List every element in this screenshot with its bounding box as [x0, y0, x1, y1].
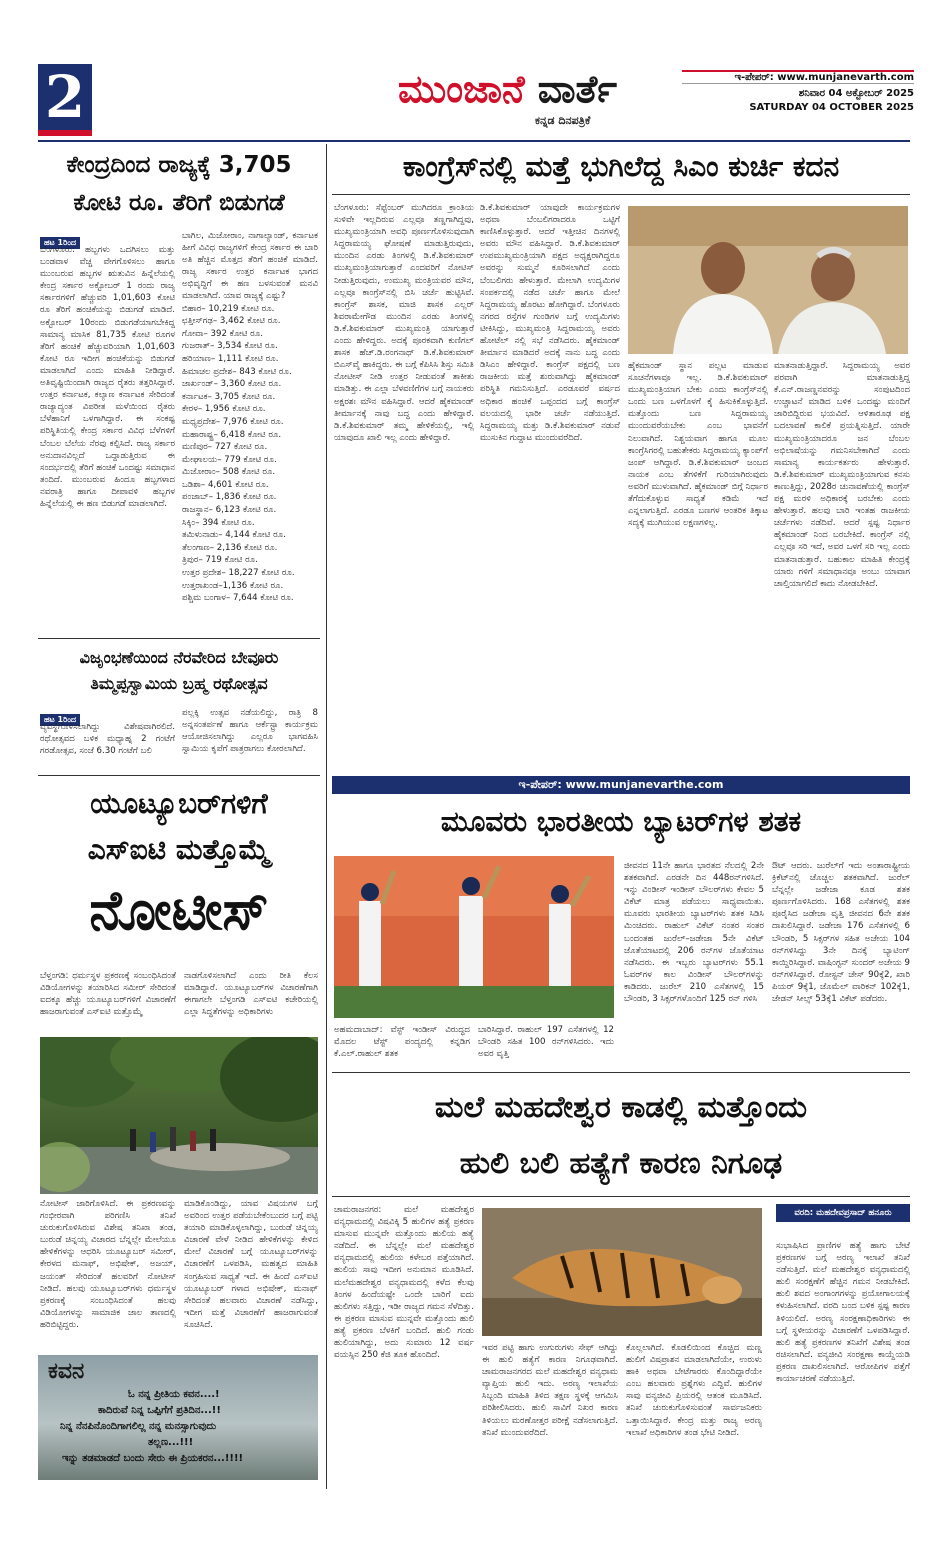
allocation-item: ಉತ್ತರಾಖಂಡ–1,136 ಕೋಟಿ ರೂ.	[182, 580, 284, 591]
poem-title: ಕವನ	[48, 1359, 85, 1384]
story5-headline: ಮೂವರು ಭಾರತೀಯ ಬ್ಯಾಟರ್‌ಗಳ ಶತಕ	[440, 805, 802, 838]
allocation-item: ಕರ್ನಾಟಕ– 3,705 ಕೋಟಿ ರೂ.	[182, 391, 276, 402]
forest-scene-image	[40, 1037, 318, 1194]
story6-col2: ಇವರ ಪಟ್ಟಿ ಹಾಗು ಉಗುರುಗಳು ಸೇಫ್ ಆಗಿದ್ದು ಈ ಹುಲಿ ಹತ್ಯೆಗೆ ಕಾರಣ ನಿಗೂಢವಾಗಿದೆ. ಚಾಮರಾಜನಗರದ ಮಲೆ ಮಹದೇಶ್ವರ ವನ್ಯಧಾಮ ವ್ಯಾಪ್ತಿಯ ಹುಲಿ ಇದು. ಅರಣ್ಯ ಇಲಾಖೆಯ ಸಿಬ್ಬಂದಿ ಮಾಹಿತಿ ತಿಳಿದ ತಕ್ಷಣ ಸ್ಥಳಕ್ಕೆ ಆಗಮಿಸಿ ಪರಿಶೀಲಿಸಿದರು. ಹುಲಿ ಸಾವಿಗೆ ನಿಖರ ಕಾರಣ ತಿಳಿಯಲು ಮರಣೋತ್ತರ ಪರೀಕ್ಷೆ ನಡೆಸಲಾಗುತ್ತಿದೆ. ತನಿಖೆ ಮುಂದುವರೆದಿದೆ.	[482, 1343, 618, 1438]
story1-headline-line1: ಕೇಂದ್ರದಿಂದ ರಾಜ್ಯಕ್ಕೆ 3,705	[66, 152, 292, 178]
allocation-item: ಸಿಕ್ಕಿಂ– 394 ಕೋಟಿ ರೂ.	[182, 517, 255, 528]
story5-photo	[334, 856, 614, 1018]
poem-box	[38, 1355, 318, 1480]
story3-headline-line2: ಎಸ್‌ಐಟಿ ಮತ್ತೊಮ್ಮೆ	[87, 833, 271, 866]
masthead-divider	[38, 140, 910, 142]
story1-headline-line2: ಕೋಟಿ ರೂ. ತೆರಿಗೆ ಬಿಡುಗಡೆ	[73, 190, 285, 216]
story6-col1: ಚಾಮರಾಜನಗರ: ಮಲೆ ಮಹದೇಶ್ವರ ವನ್ಯಧಾಮದಲ್ಲಿ ವಿಷವಿಕ್ಕಿ 5 ಹುಲಿಗಳ ಹತ್ಯೆ ಪ್ರಕರಣ ಮಾಸುವ ಮುನ್ನವೇ ಮತ್ತೊಂದು ಹುಲಿಯ ಹತ್ಯೆ ನಡೆದಿದೆ. ಈ ಬೆನ್ನಲ್ಲೇ ಮಲೆ ಮಹದೇಶ್ವರ ವನ್ಯಧಾಮದಲ್ಲಿ ಹುಲಿಯ ಕಳೇಬರ ಪತ್ತೆಯಾಗಿದೆ. ಹುಲಿಯ ಸಾವು ಇದೀಗ ಅನುಮಾನ ಮೂಡಿಸಿದೆ. ಮಲೆಮಹದೇಶ್ವರ ವನ್ಯಧಾಮದಲ್ಲಿ ಕಳೆದ ಕೆಲವು ತಿಂಗಳ ಹಿಂದೆಯಷ್ಟೇ ಒಂದೇ ಬಾರಿಗೆ ಐದು ಹುಲಿಗಳು ಸತ್ತಿದ್ದು, ಇಡೀ ರಾಜ್ಯದ ಗಮನ ಸೆಳೆದಿತ್ತು. ಈ ಪ್ರಕರಣ ಮಾಸುವ ಮುನ್ನವೇ ಮತ್ತೊಂದು ಹುಲಿ ಹತ್ಯೆ ಪ್ರಕರಣ ಬೆಳಕಿಗೆ ಬಂದಿದೆ. ಹುಲಿ ಗಂಡು ಹುಲಿಯಾಗಿದ್ದು, ಅದು ಸುಮಾರು 12 ವರ್ಷ ವಯಸ್ಸಿನ 250 ಕೆಜಿ ತೂಕ ಹೊಂದಿದೆ.	[334, 1205, 474, 1361]
story6-byline	[776, 1204, 910, 1222]
allocation-item: ಮೇಘಾಲಯ– 779 ಕೋಟಿ ರೂ.	[182, 454, 277, 465]
story6-byline-label: ವರದಿ: ಮಹದೇವಪ್ರಸಾದ್ ಹನೂರು	[794, 1208, 892, 1218]
allocation-item: ಒಡಿಶಾ– 4,601 ಕೋಟಿ ರೂ.	[182, 479, 269, 490]
masthead-epaper: ಇ-ಪೇಪರ್: www.munjanevarth.com	[734, 72, 914, 83]
allocation-item: ಬಿಹಾರ– 10,219 ಕೋಟಿ ರೂ.	[182, 303, 275, 314]
story1-col1: ಬೆಂಗಳೂರು: ಹಬ್ಬಗಳು ಒದಗಿಸಲು ಮತ್ತು ಬಂಡವಾಳ ವೆಚ್ಚ ವೇಗಗೊಳಿಸಲು ಹಾಗೂ ಮುಂಬರುವ ಹಬ್ಬಗಳ ಋತುವಿನ ಹಿನ್ನೆಲೆಯಲ್ಲಿ ಕೇಂದ್ರ ಸರ್ಕಾರ ಅಕ್ಟೋಬರ್ 1 ರಂದು ರಾಜ್ಯ ಸರ್ಕಾರಗಳಿಗೆ ಹೆಚ್ಚುವರಿ 1,01,603 ಕೋಟಿ ರೂ ತೆರಿಗೆ ಹಂಚಿಕೆಯನ್ನು ಬಿಡುಗಡೆ ಮಾಡಿದೆ. ಅಕ್ಟೋಬರ್ 10ರಂದು ಬಿಡುಗಡೆಯಾಗಬೇಕಿದ್ದ ಸಾಮಾನ್ಯ ಮಾಸಿಕ 81,735 ಕೋಟಿ ರೂಗಳ ತೆರಿಗೆ ಹಂಚಿಕೆ ಹೆಚ್ಚುವರಿಯಾಗಿ 1,01,603 ಕೋಟಿ ರೂ ಇದೀಗ ಹಂಚಿಕೆಯನ್ನು ಬಿಡುಗಡೆ ಮಾಡಲಾಗಿದೆ ಎಂದು ಮಾಹಿತಿ ನೀಡಿದ್ದಾರೆ. ಅತಿವೃಷ್ಟಿಯಿಂದಾಗಿ ರಾಜ್ಯದ ರೈತರು ತತ್ತರಿಸಿದ್ದಾರೆ. ಉತ್ತರ ಕರ್ನಾಟಕ, ಕಲ್ಯಾಣ ಕರ್ನಾಟಕ ಸೇರಿದಂತೆ ರಾಜ್ಯಾದ್ಯಂತ ವಿಪರೀತ ಮಳೆಯಿಂದ ರೈತರು ಬೆಳೆಹಾನಿಗೆ ಒಳಗಾಗಿದ್ದಾರೆ. ಈ ಸಂಕಷ್ಟ ಪರಿಸ್ಥಿತಿಯಲ್ಲಿ ಕೇಂದ್ರ ಸರ್ಕಾರ ವಿವಿಧ ಬೆಳೆಗಳಿಗೆ ಬೆಂಬಲ ಬೆಲೆಯ ನೆರವು ಕಲ್ಪಿಸಿದೆ. ರಾಜ್ಯ ಸರ್ಕಾರ ಅನುದಾನವಿಲ್ಲದೆ ಒದ್ದಾಡುತ್ತಿರುವ ಈ ಸಂದರ್ಭದಲ್ಲಿ ತೆರಿಗೆ ಹಂಚಿಕೆ ಒಂದಷ್ಟು ಸಮಾಧಾನ ತಂದಿದೆ. ಮುಂಬರುವ ಹಿಂದೂ ಹಬ್ಬಗಳಾದ ನವರಾತ್ರಿ ಹಾಗೂ ದೀಪಾವಳಿ ಹಬ್ಬಗಳ ಹಿನ್ನೆಲೆಯಲ್ಲಿ ಈ ಹಣ ಬಿಡುಗಡೆ ಮಾಡಲಾಗಿದೆ.	[40, 245, 175, 509]
page-number: 2	[44, 63, 86, 131]
epaper-bar: ಇ-ಪೇಪರ್: www.munjanevarthe.com	[332, 776, 910, 794]
story3-photo	[40, 1037, 318, 1194]
allocation-item: ಛತ್ತೀಸ್‌ಗಢ– 3,462 ಕೋಟಿ ರೂ.	[182, 316, 281, 327]
masthead-date-kannada: ಶನಿವಾರ 04 ಅಕ್ಟೋಬರ್ 2025	[798, 88, 914, 99]
divider	[38, 638, 320, 639]
story6-headline-line1: ಮಲೆ ಮಹದೇಶ್ವರ ಕಾಡಲ್ಲಿ ಮತ್ತೊಂದು	[434, 1090, 808, 1125]
politicians-image	[628, 206, 908, 354]
allocation-item: ತ್ರಿಪುರ– 719 ಕೋಟಿ ರೂ.	[182, 555, 258, 566]
story3-col2-top: ನಾಡಗೊಳಿಸಲಾಗಿದೆ ಎಂದು ರೀತಿ ಕೆಲಸ ಮಾಡಿದ್ದಾರೆ. ಯೂಟ್ಯೂಬರ್‌ಗಳ ವಿಚಾರಣೆಗಾಗಿ ಈಗಾಗಲೇ ಬೆಳ್ತಂಗಡಿ ಎಸ್‌ಐಟಿ ಕಚೇರಿಯಲ್ಲಿ ಎಲ್ಲಾ ಸಿದ್ಧತೆಗಳನ್ನು ಅಧಿಕಾರಿಗಳು	[184, 971, 318, 1018]
story2-col1: ವ್ಯವಸ್ಥೆಗೊಳಿಸಲಾಗಿದ್ದು ವಿಶೇಷವಾಗಿರಲಿದೆ. ರಥೋತ್ಸವದ ಬಳಿಕ ಮಧ್ಯಾಹ್ನ 2 ಗಂಟೆಗೆ ಗರಡೋತ್ಸವ, ಸಂಜೆ 6.30 ಗಂಟೆಗೆ ಬಲಿ	[40, 722, 175, 757]
story4-col3-under: ಹೈಕಮಾಂಡ್ ಸ್ಥಾನ ಪಲ್ಲಟ ಮಾಡುವ ಸೂಚನೆಗಳಾವೂ ಇಲ್ಲ. ಡಿ.ಕೆ.ಶಿವಕುಮಾರ್ ಮುಖ್ಯಮಂತ್ರಿಯಾಗ ಬೇಕು ಎಂದು ಕಾಂಗ್ರೆಸ್‌ನಲ್ಲಿ ಒಂದು ಬಣ ಒಳಗೊಳಗೆ ಕೈ ಹಿಸುಕಿಕೊಳ್ಳುತ್ತಿದೆ. ಮತ್ತೊಂದು ಬಣ ಸಿದ್ದರಾಮಯ್ಯ ಮುಂದುವರೆಯಬೇಕು ಎಂಬ ಭಾವನೆಗೆ ನಿಲುವಾಗಿದೆ. ನಿಶ್ಚಯವಾಗ ಹಾಗೂ ಮೂಲ ಕಾಂಗ್ರೆಸಿಗರಲ್ಲಿ ಬಹುತೇಕರು ಸಿದ್ದರಾಮಯ್ಯ ಕ್ಯಾಂಪ್‌ಗೆ ಜಂಪ್ ಆಗಿದ್ದಾರೆ. ಡಿ.ಕೆ.ಶಿವಕುಮಾರ್ ಜಂಬದ ನಾಯಕ ಎಂಬ ತೆಗಳಿಕೆಗೆ ಗುರಿಯಾಗಿರುವುದು ಅವರಿಗೆ ಮುಳುವಾಗಿದೆ. ಹೈಕಮಾಂಡ್ ಬಿಗ್ಗೆ ನಿರ್ಧಾರ ತೆಗೆದುಕೊಳ್ಳುವ ಸಾಧ್ಯತೆ ಕಡಿಮೆ ಇದೆ ಎನ್ನಲಾಗುತ್ತಿದೆ. ಎರಡೂ ಬಣಗಳ ಆಂತರಿಕ ತಿಕ್ಕಾಟ ಸದ್ಯಕ್ಕೆ ಮುಗಿಯುವ ಲಕ್ಷಣಗಳಿಲ್ಲ.	[628, 361, 768, 529]
story3-headline	[40, 781, 318, 949]
poem-line3: ನಿನ್ನ ನೆನಪಿನೊಂದಿಗಾಗಲಿಲ್ಲ ನನ್ನ ಮನಸ್ಸಾಗುವುದು	[60, 1421, 217, 1432]
story2-headline-line1: ವಿಜೃಂಭಣೆಯಿಂದ ನೆರವೇರಿದ ಬೇವೂರು	[79, 648, 279, 667]
story1-headline	[40, 146, 318, 222]
poem-line5: ಇನ್ನು ತಡಮಾಡದೆ ಬಂದು ಸೇರು ಈ ಪ್ರಿಯಕರನ...!!!!	[62, 1453, 244, 1464]
logo-part1: ಮುಂಜಾನೆ	[398, 67, 525, 111]
story6-photo	[482, 1208, 762, 1336]
allocation-item: ಗೋವಾ– 392 ಕೋಟಿ ರೂ.	[182, 328, 263, 339]
allocation-item: ಜಾರ್ಖಂಡ್– 3,360 ಕೋಟಿ ರೂ.	[182, 379, 282, 390]
story4-col4: ಮಾತನಾಡುತ್ತಿದ್ದಾರೆ. ಸಿದ್ದರಾಮಯ್ಯ ಅವರ ಪರವಾಗಿ ಮಾತನಾಡುತ್ತಿದ್ದ ಕೆ.ಎನ್.ರಾಜಣ್ಣನವರನ್ನು ಸಂಪುಟದಿಂದ ಉಚ್ಚಾಟನೆ ಮಾಡಿದ ಬಳಿಕ ಒಂದಷ್ಟು ಮಂದಿಗೆ ಜಾರಿಬಿದ್ದಿರುವ ಭಯವಿದೆ. ಆಳಿತಾರೂಢ ಪಕ್ಷ ಬದಲಾವಣೆ ಕಾಲಿಕೆ ಪ್ರಯತ್ನಿಸುತ್ತಿದೆ. ಯಾರೇ ಮುಖ್ಯಮಂತ್ರಿಯಾದರೂ ಜನ ಬೆಂಬಲ ಅಭಿಲಾಷೆಯನ್ನು ಗಮನಿಸಬೇಕಾಗಿದೆ ಎಂದು ಸಾಮಾನ್ಯ ಕಾರ್ಯಕರ್ತರು ಹೇಳುತ್ತಾರೆ. ಡಿ.ಕೆ.ಶಿವಕುಮಾರ್ ಮುಖ್ಯಮಂತ್ರಿಯಾಗುವ ಕನಸು ಕಾಣುತ್ತಿದ್ದು, 2028ರ ಚುನಾವಣೆಯಲ್ಲಿ ಕಾಂಗ್ರೆಸ್ ಪಕ್ಷ ಮರಳಿ ಅಧಿಕಾರಕ್ಕೆ ಬರಬೇಕು ಎಂದು ಹೇಳುತ್ತಾರೆ. ಹಲವು ಬಾರಿ ಇಂತಹ ರಾಜಕೀಯ ಚರ್ಚೆಗಳು ನಡೆದಿವೆ. ಆದರೆ ಸ್ಪಷ್ಟ ನಿರ್ಧಾರ ಹೈಕಮಾಂಡ್ ನಿಂದ ಬರಬೇಕಿದೆ. ಕಾಂಗ್ರೆಸ್ ನಲ್ಲಿ ಎಲ್ಲವೂ ಸರಿ ಇದೆ, ಅವರ ಒಳಗೆ ಸರಿ ಇಲ್ಲ ಎಂದು ಮಾತನಾಡುತ್ತಾರೆ. ಬಹುಕಾಲ ಮಾಹಿತಿ ಕೇಂದ್ರಕ್ಕೆ ಯಾರು ಗಳಿಗೆ ಸಮಾಧಾನವೂ ಅಂಬು ಯಾವಾಗ ಚಾಲ್ತಿಯಾಗಲಿದೆ ಕಾದು ನೋಡಬೇಕಿದೆ.	[774, 361, 910, 589]
allocation-item: ಹಿಮಾಚಲ ಪ್ರದೇಶ– 843 ಕೋಟಿ ರೂ.	[182, 366, 292, 377]
allocation-item: ಪಂಜಾಬ್– 1,836 ಕೋಟಿ ರೂ.	[182, 492, 277, 503]
masthead-date-english: SATURDAY 04 OCTOBER 2025	[749, 102, 914, 113]
story6-headline-line2: ಹುಲಿ ಬಲಿ ಹತ್ಯೆಗೆ ಕಾರಣ ನಿಗೂಢ	[459, 1146, 783, 1181]
story2-headline	[40, 645, 318, 697]
story5-col3: ಜೀವನದ 11ನೇ ಹಾಗೂ ಭಾರತದ ನೆಲದಲ್ಲಿ 2ನೇ ಶತಕವಾಗಿದೆ. ಎರಡನೇ ದಿನ 448ರನ್‌ಗಳಿಸಿದೆ. ಇನ್ನು ವಿಂಡೀಸ್ ಇಂಡೀಸ್ ಬೌಲರ್‌ಗಳು ಕೇವಲ 5 ವಿಕೆಟ್ ಮಾತ್ರ ಪಡೆಯಲು ಸಾಧ್ಯವಾಯಿತು. ಮೂವರು ಭಾರತೀಯ ಬ್ಯಾಟರ್‌ಗಳು ಶತಕ ಸಿಡಿಸಿ ಮಿಂಚಿದರು. ರಾಹುಲ್ ವಿಕೆಟ್ ನಂತರ ಸಂತರ ಬಂದಂತಹ ಜುರೆಲ್–ಜಡೇಜಾ 5ನೇ ವಿಕೆಟ್ ಜೊತೆಯಾಟದಲ್ಲಿ 206 ರನ್‌ಗಳ ಜೊತೆಯಾಟ ನಡೆಸಿದರು. ಈ ಇಬ್ಬರು ಬ್ಯಾಟರ್‌ಗಳು 55.1 ಓವರ್‌ಗಳ ಕಾಲ ವಿಂಡೀಸ್ ಬೌಲರ್‌ಗಳನ್ನು ಕಾಡಿದರು. ಜುರೆಲ್ 210 ಎಸೆತಗಳಲ್ಲಿ 15 ಬೌಂಡರಿ, 3 ಸಿಕ್ಸರ್‌ಗಳೊಂದಿಗೆ 125 ರನ್ ಗಳಿಸಿ	[624, 861, 764, 1005]
story1-allocation-list	[182, 303, 318, 605]
allocation-item: ಉತ್ತರ ಪ್ರದೇಶ– 18,227 ಕೋಟಿ ರೂ.	[182, 568, 295, 579]
divider	[332, 1072, 910, 1073]
poem-line2: ಕಾದಿರುವೆ ನಿನ್ನ ಒಪ್ಪಿಗೆಗೆ ಪ್ರತಿದಿನ...!!	[98, 1405, 221, 1416]
story4-photo	[628, 206, 908, 354]
story3-col1-top: ಬೆಳ್ತಂಗಡಿ: ಧರ್ಮಸ್ಥಳ ಪ್ರಕರಣಕ್ಕೆ ಸಂಬಂಧಿಸಿದಂತೆ ವಿಡಿಯೋಗಳನ್ನು ತಯಾರಿಸಿದ ಸಮೀರ್ ಸೇರಿದಂತೆ ಐದಕ್ಕೂ ಹೆಚ್ಚು ಯೂಟ್ಯೂಬರ್‌ಗಳಿಗೆ ವಿಚಾರಣೆಗೆ ಹಾಜರಾಗುವಂತೆ ಎಸ್‌ಐಟಿ ಮತ್ತೊಮ್ಮೆ	[40, 971, 176, 1018]
column-divider	[326, 144, 327, 1489]
story5-col1: ಅಹಮದಾಬಾದ್: ವೆಸ್ಟ್ ಇಂಡೀಸ್ ವಿರುದ್ಧದ ಮೊದಲ ಟೆಸ್ಟ್ ಪಂದ್ಯದಲ್ಲಿ ಕನ್ನಡಿಗ ಕೆ.ಎಲ್.ರಾಹುಲ್ ಶತಕ	[334, 1025, 470, 1060]
story3-headline-line3: ನೋಟೀಸ್	[89, 879, 269, 942]
divider	[38, 775, 320, 776]
masthead-logo	[398, 64, 668, 116]
story2-col2: ಪಲ್ಲಕ್ಕಿ ಉತ್ಸವ ನಡೆಯಲಿದ್ದು, ರಾತ್ರಿ 8 ಅನ್ನಸಂತರ್ಪಣೆ ಹಾಗೂ ಆರ್ಕೆಸ್ಟ್ರಾ ಕಾರ್ಯಕ್ರಮ ಆಯೋಜಿಸಲಾಗಿದ್ದು ಎಲ್ಲರೂ ಭಾಗವಹಿಸಿ ಸ್ವಾಮಿಯ ಕೃಪೆಗೆ ಪಾತ್ರರಾಗಲು ಕೋರಲಾಗಿದೆ.	[182, 708, 318, 755]
allocation-item: ಹರಿಯಾಣ– 1,111 ಕೋಟಿ ರೂ.	[182, 353, 279, 364]
story5-col2: ಬಾರಿಸಿದ್ದಾರೆ. ರಾಹುಲ್ 197 ಎಸೆತಗಳಲ್ಲಿ 12 ಬೌಂಡರಿ ಸಹಿತ 100 ರನ್‌ಗಳಿಸಿದರು. ಇದು ಅವರ ವೃತ್ತಿ	[478, 1025, 614, 1060]
story1-col2	[182, 230, 318, 632]
allocation-item: ತೆಲಂಗಾಣ– 2,136 ಕೋಟಿ ರೂ.	[182, 542, 278, 553]
story2-tag-label: ಹಟ 1ರಿಂದ	[40, 714, 80, 726]
poem-line1: ಓ ನನ್ನ ಪ್ರೀತಿಯ ಕವನ....!	[128, 1389, 220, 1400]
allocation-item: ಮಧ್ಯಪ್ರದೇಶ– 7,976 ಕೋಟಿ ರೂ.	[182, 416, 284, 427]
story4-col1: ಬೆಂಗಳೂರು: ಸೆಪ್ಟೆಂಬರ್ ಮುಗಿದರೂ ಕ್ರಾಂತಿಯ ಸುಳಿವೇ ಇಲ್ಲದಿರುವ ಎಲ್ಲವೂ ತಣ್ಣಗಾಗಿದ್ದವು, ಮುಖ್ಯಮಂತ್ರಿಯಾಗಿ ಅವಧಿ ಪೂರ್ಣಗೊಳಿಸುವುದಾಗಿ ಸಿದ್ದರಾಮಯ್ಯ ಘೋಷಣೆ ಮಾಡುತ್ತಿರುವುದು, ಮುಂದಿನ ಎರಡು ತಿಂಗಳಲ್ಲಿ ಡಿ.ಕೆ.ಶಿವಕುಮಾರ್ ಮುಖ್ಯಮಂತ್ರಿಯಾಗುತ್ತಾರೆ ಎಂದವರಿಗೆ ನೋಟಿಸ್ ನೀಡುತ್ತಿರುವುದು, ಉಮುಖ್ಯ ಮಂತ್ರಿಯವರ ಮೌನ, ಎಲ್ಲವೂ ಕಾಂಗ್ರೆಸ್‌ನಲ್ಲಿ ಬಿಸಿ ಚರ್ಚೆ ಹುಟ್ಟಿಸಿವೆ. ಕಾಂಗ್ರೆಸ್ ಶಾಸಕ, ಮಾಜಿ ಶಾಸಕ ಎಲ್ಲರ್ ಶಿವರಾಮೇಗೌಡ ಮುಂದಿನ ಎರಡು ತಿಂಗಳಲ್ಲಿ ಡಿ.ಕೆ.ಶಿವಕುಮಾರ್ ಮುಖ್ಯಮಂತ್ರಿ ಯಾಗುತ್ತಾರೆ ಎಂದು ಹೇಳಿದ್ದರು. ಅದಕ್ಕೆ ಪೂರಕವಾಗಿ ಕುಣಿಗಲ್ ಶಾಸಕ ಹೆಚ್.ಡಿ.ರಂಗನಾಥ್ ಡಿ.ಕೆ.ಶಿವಕುಮಾರ್ ಬಿಎಸ್‌ವೈ ಹಾಕಿದ್ದರು. ಈ ಬಗ್ಗೆ ಕೆಪಿಸಿಸಿ ಶಿಸ್ತು ಸಮಿತಿ ನೋಟೀಸ್ ನೀಡಿ ಉತ್ತರ ನೀಡುವಂತೆ ತಾಕೀತು ಮಾಡಿತ್ತು. ಈ ಎಲ್ಲಾ ಬೆಳವಣಿಗೆಗಳ ಬಗ್ಗೆ ನಾಯಕರು ಅಕ್ಷರಶಃ ಮೌನ ವಹಿಸಿದ್ದಾರೆ. ಆದರೆ ಹೈಕಮಾಂಡ್ ತೀರ್ಮಾನಕ್ಕೆ ನಾವು ಬದ್ಧ ಎಂದು ಹೇಳಿದ್ದಾರೆ. ಡಿ.ಕೆ.ಶಿವಕುಮಾರ್ ತಮ್ಮ ಹೇಳಿಕೆಯಲ್ಲಿ, ಇಲ್ಲಿ ಯಾವುದೂ ಖಾಲಿ ಇಲ್ಲ ಎಂದು ಹೇಳಿದ್ದಾರೆ.	[334, 203, 474, 443]
allocation-item: ರಾಜಸ್ಥಾನ– 6,123 ಕೋಟಿ ರೂ.	[182, 505, 277, 516]
story2-headline-line2: ತಿಮ್ಮಪ್ಪಸ್ವಾಮಿಯ ಬ್ರಹ್ಮ ರಥೋತ್ಸವ	[90, 674, 268, 693]
story1-col2-intro: ಬಾಗಿಲ, ಮಿಜೋರಾಂ, ನಾಗಾಲ್ಯಾಂಡ್, ಕರ್ನಾಟಕ ಹೀಗೆ ವಿವಿಧ ರಾಜ್ಯಗಳಿಗೆ ಕೇಂದ್ರ ಸರ್ಕಾರ ಈ ಬಾರಿ ಅತಿ ಹೆಚ್ಚಿನ ಮೊತ್ತದ ತೆರಿಗೆ ಹಂಚಿಕೆ ಮಾಡಿದೆ. ರಾಜ್ಯ ಸರ್ಕಾರ ಉತ್ತರ ಕರ್ನಾಟಕ ಭಾಗದ ಅಭಿವೃದ್ಧಿಗೆ ಈ ಹಣ ಬಳಸುವಂತೆ ಮನವಿ ಮಾಡಲಾಗಿದೆ. ಯಾವ ರಾಜ್ಯಕ್ಕೆ ಎಷ್ಟು?	[182, 231, 318, 302]
story6-col4: ಸುಭಾಷಿಸಿದ ಪ್ರಾಣಿಗಳ ಹತ್ಯೆ ಹಾಗು ಬೇಟೆ ಪ್ರಕರಣಗಳ ಬಗ್ಗೆ ಅರಣ್ಯ ಇಲಾಖೆ ತನಿಖೆ ನಡೆಸುತ್ತಿದೆ. ಮಲೆ ಮಹದೇಶ್ವರ ವನ್ಯಧಾಮದಲ್ಲಿ ಹುಲಿ ಸಂರಕ್ಷಣೆಗೆ ಹೆಚ್ಚಿನ ಗಮನ ನೀಡಬೇಕಿದೆ. ಹುಲಿ ಶವದ ಅಂಗಾಂಗಗಳನ್ನು ಪ್ರಯೋಗಾಲಯಕ್ಕೆ ಕಳುಹಿಸಲಾಗಿದೆ. ವರದಿ ಬಂದ ಬಳಿಕ ಸ್ಪಷ್ಟ ಕಾರಣ ತಿಳಿಯಲಿದೆ. ಅರಣ್ಯ ಸಂರಕ್ಷಣಾಧಿಕಾರಿಗಳು ಈ ಬಗ್ಗೆ ಸ್ಥಳೀಯರನ್ನು ವಿಚಾರಣೆಗೆ ಒಳಪಡಿಸಿದ್ದಾರೆ. ಹುಲಿ ಹತ್ಯೆ ಪ್ರಕರಣಗಳ ತನಿಖೆಗೆ ವಿಶೇಷ ತಂಡ ರಚಿಸಲಾಗಿದೆ. ವನ್ಯಜೀವಿ ಸಂರಕ್ಷಣಾ ಕಾಯ್ದೆಯಡಿ ಪ್ರಕರಣ ದಾಖಲಿಸಲಾಗಿದೆ. ಆರೋಪಿಗಳ ಪತ್ತೆಗೆ ಕಾರ್ಯಾಚರಣೆ ನಡೆಯುತ್ತಿದೆ.	[776, 1241, 910, 1385]
allocation-item: ಮಣಿಪುರ– 727 ಕೋಟಿ ರೂ.	[182, 442, 268, 453]
masthead-right	[682, 70, 914, 128]
story3-headline-line1: ಯೂಟ್ಯೂಬರ್‌ಗಳಿಗೆ	[90, 787, 268, 820]
story4-col2: ಡಿ.ಕೆ.ಶಿವಕುಮಾರ್ ಯಾವುದೇ ಕಾರ್ಯಕ್ರಮಗಳ ಅಥವಾ ಬೆಂಬಲಿಗರಾದರೂ ಒಟ್ಟಿಗೆ ಕಾಣಿಸಿಕೊಳ್ಳುತ್ತಾರೆ. ಆದರೆ ಇತ್ತೀಚಿನ ದಿನಗಳಲ್ಲಿ ಅವರು ಮೌನ ವಹಿಸಿದ್ದಾರೆ. ಡಿ.ಕೆ.ಶಿವಕುಮಾರ್ ಉಪಮುಖ್ಯಮಂತ್ರಿಯಾಗಿ ಪಕ್ಷದ ಅಧ್ಯಕ್ಷರಾಗಿದ್ದರೂ ಅವರನ್ನು ಸುಮ್ಮನೆ ಕೂರಿಸಲಾಗಿದೆ ಎಂದು ಬೆಂಬಲಿಗರು ಹೇಳುತ್ತಾರೆ. ಮೇಲಾಗಿ ಉದ್ಯಮಿಗಳ ಸಂಪರ್ಕದಲ್ಲಿ ನಡೆದ ಚರ್ಚೆ ಹಾಗೂ ಮೇಲೆ ಸಿದ್ದರಾಮಯ್ಯ ಹೊರಟು ಹೋಗಿದ್ದಾರೆ. ಬೆಂಗಳೂರು ನಗರದ ರಸ್ತೆಗಳ ಗುಂಡಿಗಳ ಬಗ್ಗೆ ಉದ್ಯಮಿಗಳು ಟೀಕಿಸಿದ್ದು, ಮುಖ್ಯಮಂತ್ರಿ ಸಿದ್ದರಾಮಯ್ಯ ಅವರು ಹೋಟೆಲ್ ನಲ್ಲಿ ಸಭೆ ನಡೆಸಿದರು. ಹೈಕಮಾಂಡ್ ತೀರ್ಮಾನ ಮಾಡಿದರೆ ಅದಕ್ಕೆ ನಾನು ಬದ್ಧ ಎಂದು ಡಿಸಿಎಂ ಹೇಳಿದ್ದಾರೆ. ಕಾಂಗ್ರೆಸ್ ಪಕ್ಷದಲ್ಲಿ ಬಣ ರಾಜಕೀಯ ಮತ್ತೆ ಶುರುವಾಗಿದ್ದು ಹೈಕಮಾಂಡ್ ಪರಿಸ್ಥಿತಿ ಗಮನಿಸುತ್ತಿದೆ. ಎರಡೂವರೆ ವರ್ಷದ ಅಧಿಕಾರ ಹಂಚಿಕೆ ಒಪ್ಪಂದದ ಬಗ್ಗೆ ಕಾಂಗ್ರೆಸ್ ವಲಯದಲ್ಲಿ ಭಾರೀ ಚರ್ಚೆ ನಡೆಯುತ್ತಿದೆ. ಸಿದ್ದರಾಮಯ್ಯ ಮತ್ತು ಡಿ.ಕೆ.ಶಿವಕುಮಾರ್ ನಡುವೆ ಮುಸುಕಿನ ಗುದ್ದಾಟ ಮುಂದುವರೆದಿದೆ.	[480, 203, 620, 443]
poem-line4: ತಲ್ಲಣ...!!!	[148, 1437, 194, 1448]
story3-col1-bottom: ನೋಟೀಸ್ ಜಾರಿಗೊಳಿಸಿದೆ. ಈ ಪ್ರಕರಣವನ್ನು ಗಂಭೀರವಾಗಿ ಪರಿಗಣಿಸಿ ತನಿಖೆ ಚುರುಕುಗೊಳಿಸಿರುವ ವಿಶೇಷ ತನಿಖಾ ತಂಡ, ಬುರುಡೆ ಚಿನ್ನಯ್ಯ ವಿಚಾರದ ಬೆನ್ನಲ್ಲೇ ಮೇಲೆಯೂ ಹೇಳಿಕೆಗಳನ್ನು ಆಧರಿಸಿ ಯೂಟ್ಯೂಬರ್ ಸಮೀರ್, ಕೇರಳದ ಮನಾಫ್, ಅಭಿಷೇಕ್, ಅಜಯ್, ಜಯಂತ್ ಸೇರಿದಂತೆ ಹಲವರಿಗೆ ನೋಟೀಸ್ ನೀಡಿದೆ. ಹಲವು ಯೂಟ್ಯೂಬರ್‌ಗಳು ಧರ್ಮಸ್ಥಳ ಪ್ರಕರಣಕ್ಕೆ ಸಂಬಂಧಿಸಿದಂತೆ ಹಲವು ವಿಡಿಯೋಗಳನ್ನು ಸಾಮಾಜಿಕ ಜಾಲ ತಾಣದಲ್ಲಿ ಹರಿಬಿಟ್ಟಿದ್ದರು.	[40, 1199, 176, 1330]
story3-col2-bottom: ಮಾಡಿಕೊಂಡಿದ್ದು, ಯಾವ ವಿಷಯಗಳ ಬಗ್ಗೆ ಅವರಿಂದ ಉತ್ತರ ಪಡೆಯಬೇಕೆಂಬುದರ ಬಗ್ಗೆ ಪಟ್ಟಿ ತಯಾರಿ ಮಾಡಿಕೊಳ್ಳಲಾಗಿದ್ದು, ಬುರುಡೆ ಚಿನ್ನಯ್ಯ ವಿಚಾರಣೆ ವೇಳೆ ನೀಡಿದ ಹೇಳಿಕೆಗಳನ್ನು ಕೇಳಿದ ಮೇಲೆ ವಿಚಾರಣೆ ಬಗ್ಗೆ ಯೂಟ್ಯೂಬರ್‌ಗಳನ್ನು ವಿಚಾರಣೆಗೆ ಒಳಪಡಿಸಿ, ಮಹತ್ವದ ಮಾಹಿತಿ ಸಂಗ್ರಹಿಸುವ ಸಾಧ್ಯತೆ ಇದೆ. ಈ ಹಿಂದೆ ಎಸ್‌ಐಟಿ ಯೂಟ್ಯೂಬರ್ ಗಳಾದ ಅಭಿಷೇಕ್, ಮನಾಫ್ ಸೇರಿದಂತೆ ಹಲವಾರು ವಿಚಾರಣೆ ನಡೆಸಿದ್ದು, ಇದೀಗ ಮತ್ತೆ ವಿಚಾರಣೆಗೆ ಹಾಜರಾಗುವಂತೆ ಸೂಚಿಸಿದೆ.	[184, 1199, 318, 1330]
story5-col4: ಔಟ್ ಆದರು. ಜುರೆಲ್‌ಗೆ ಇದು ಅಂತಾರಾಷ್ಟ್ರೀಯ ಕ್ರಿಕೆಟ್‌ನಲ್ಲಿ ಚೊಚ್ಚಲ ಶತಕವಾಗಿದೆ. ಜುರೆಲ್ ಬೆನ್ನಲ್ಲೇ ಜಡೇಜಾ ಕೂಡ ಶತಕ ಪೂರ್ಣಗೊಳಿಸಿದರು. 168 ಎಸೆತಗಳಲ್ಲಿ ಶತಕ ಪೂರೈಸಿದ ಜಡೇಜಾ ವೃತ್ತಿ ಜೀವನದ 6ನೇ ಶತಕ ದಾಖಲಿಸಿದ್ದಾರೆ. ಜಡೇಜಾ 176 ಎಸೆತಗಳಲ್ಲಿ 6 ಬೌಂಡರಿ, 5 ಸಿಕ್ಸರ್‌ಗಳ ಸಹಿತ ಅಜೇಯ 104 ರನ್‌ಗಳಿಸಿದ್ದು 3ನೇ ದಿನಕ್ಕೆ ಬ್ಯಾಟಿಂಗ್ ಕಾಯ್ದಿರಿಸಿದ್ದಾರೆ. ವಾಷಿಂಗ್ಟನ್ ಸುಂದರ್ ಅಜೇಯ 9 ರನ್‌ಗಳಿಸಿದ್ದಾರೆ. ರೋಸ್ಟನ್ ಚೇಸ್ 90ಕ್ಕೆ2, ಖಾರಿ ಪಿಯರ್ 9ಕ್ಕೆ1, ಜೊಮೆಲ್ ವಾರಿಕನ್ 102ಕ್ಕೆ1, ಜೇಡನ್ ಸೀಲ್ಸ್ 53ಕ್ಕೆ1 ವಿಕೆಟ್ ಪಡೆದರು.	[772, 861, 910, 1005]
divider	[332, 1196, 910, 1197]
tiger-carcass-image	[482, 1208, 762, 1336]
masthead-tagline: ಕನ್ನಡ ದಿನಪತ್ರಿಕೆ	[535, 114, 591, 127]
story6-headline	[334, 1080, 908, 1192]
allocation-item: ಪಶ್ಚಿಮ ಬಂಗಾಳ– 7,644 ಕೋಟಿ ರೂ.	[182, 593, 294, 604]
cricket-players-image	[334, 856, 614, 1018]
page-number-box	[38, 64, 92, 136]
divider	[332, 194, 910, 195]
story1-tag-label: ಹಟ 1ರಿಂದ	[40, 237, 80, 249]
allocation-item: ಗುಜರಾತ್– 3,534 ಕೋಟಿ ರೂ.	[182, 341, 278, 352]
story6-col3: ಕೊಲ್ಲಲಾಗಿದೆ. ಕೊಡಲಿಯಿಂದ ಕೊಚ್ಚಿದ ಮಣ್ಣ ಹುಲಿಗೆ ವಿಷಪ್ರಾಶನ ಮಾಡಲಾಗಿದೆಯೇ, ಉರುಳು ಹಾಕಿ ಅಥವಾ ಬೇಟೆಗಾರರು ಕೊಂದಿದ್ದಾರೆಯೇ ಎಂಬ ಹಲವಾರು ಪ್ರಶ್ನೆಗಳು ಎದ್ದಿವೆ. ಹುಲಿಗಳ ಸಾವು ವನ್ಯಜೀವಿ ಪ್ರಿಯರಲ್ಲಿ ಆತಂಕ ಮೂಡಿಸಿದೆ. ತನಿಖೆ ಚುರುಕುಗೊಳಿಸುವಂತೆ ಸಾರ್ವಜನಿಕರು ಒತ್ತಾಯಿಸಿದ್ದಾರೆ. ಕೇಂದ್ರ ಮತ್ತು ರಾಜ್ಯ ಅರಣ್ಯ ಇಲಾಖೆ ಅಧಿಕಾರಿಗಳ ತಂಡ ಭೇಟಿ ನೀಡಿದೆ.	[626, 1343, 762, 1438]
allocation-item: ಮಿಜೋರಾಂ– 508 ಕೋಟಿ ರೂ.	[182, 467, 276, 478]
logo-part2: ವಾರ್ತೆ	[537, 67, 617, 111]
allocation-item: ತಮಿಳುನಾಡು– 4,144 ಕೋಟಿ ರೂ.	[182, 530, 286, 541]
allocation-item: ಕೇರಳ– 1,956 ಕೋಟಿ ರೂ.	[182, 404, 266, 415]
allocation-item: ಮಹಾರಾಷ್ಟ್ರ– 6,418 ಕೋಟಿ ರೂ.	[182, 429, 282, 440]
story4-headline: ಕಾಂಗ್ರೆಸ್‌ನಲ್ಲಿ ಮತ್ತೆ ಭುಗಿಲೆದ್ದ ಸಿಎಂ ಕುರ್ಚಿ ಕದನ	[402, 150, 840, 183]
